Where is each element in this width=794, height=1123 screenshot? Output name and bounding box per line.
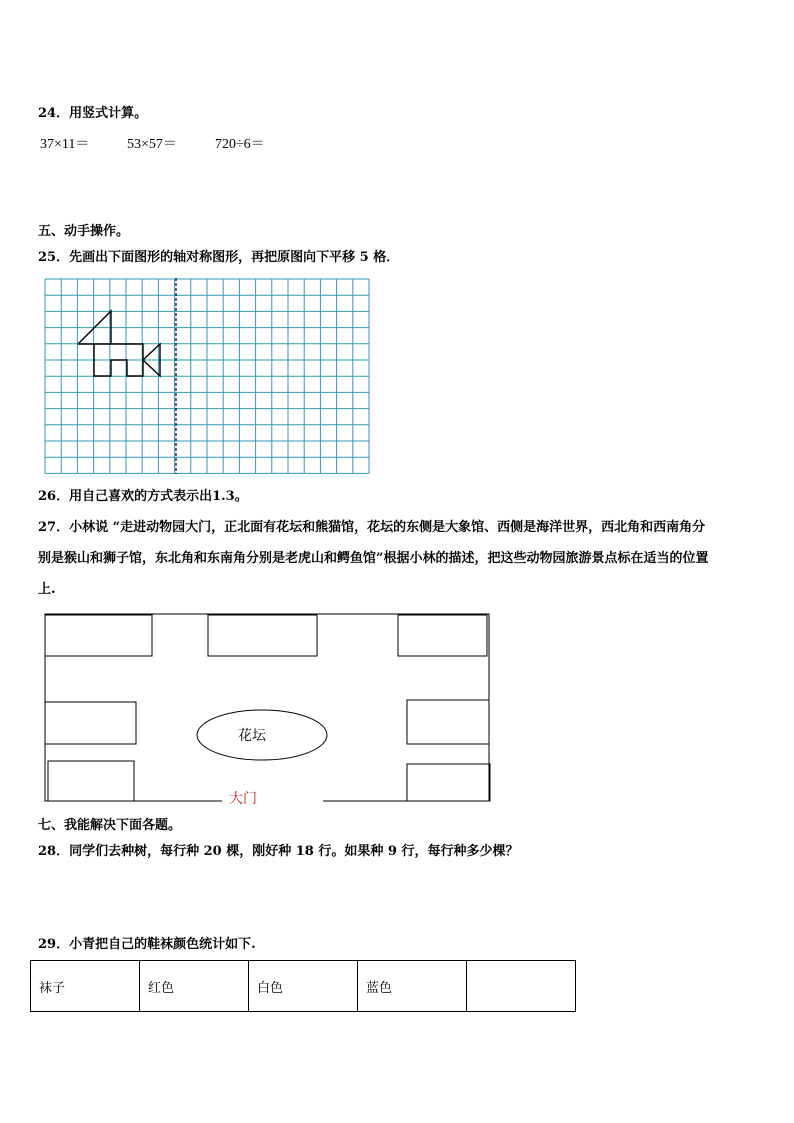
q27-line-1: 27．小林说 “走进动物园大门，正北面有花坛和熊猫馆，花坛的东侧是大象馆、西侧是海洋世界，西北角和西南角分: [38, 520, 706, 535]
section-7-heading: 七、我能解决下面各题。: [38, 818, 182, 833]
box-east: [407, 700, 489, 744]
q24-expr-2: 53×57＝: [127, 137, 177, 152]
gate-label: 大门: [229, 791, 257, 807]
box-northeast: [398, 615, 487, 656]
table-cell-header: 袜子: [31, 961, 140, 1012]
zoo-map: [45, 614, 490, 801]
q24-expr-1: 37×11＝: [40, 137, 90, 152]
table-cell-white: 白色: [249, 961, 358, 1012]
flowerbed-label: 花坛: [238, 728, 266, 744]
q27-line-2: 别是猴山和狮子馆，东北角和东南角分别是老虎山和鳄鱼馆”根据小林的描述，把这些动物园旅游景点标在适当的位置: [38, 551, 709, 566]
q27-line-3: 上.: [38, 582, 56, 597]
map-outline: [45, 614, 489, 801]
q24-expr-3: 720÷6＝: [215, 137, 265, 152]
box-west: [45, 702, 136, 744]
box-north: [208, 615, 317, 656]
box-southeast: [407, 764, 490, 801]
q25-title: 25．先画出下面图形的轴对称图形，再把原图向下平移 5 格．: [38, 250, 400, 265]
box-southwest: [48, 761, 134, 801]
q26-title: 26．用自己喜欢的方式表示出1.3。: [38, 489, 248, 504]
table-cell-red: 红色: [140, 961, 249, 1012]
box-northwest: [45, 615, 152, 656]
section-5-heading: 五、动手操作。: [38, 224, 130, 239]
table-row: [31, 961, 576, 1012]
q29-title: 29．小青把自己的鞋袜颜色统计如下.: [38, 937, 256, 952]
q28-title: 28．同学们去种树，每行种 20 棵，刚好种 18 行。如果种 9 行，每行种多少棵？: [38, 844, 519, 859]
q24-title: 24．用竖式计算。: [38, 106, 148, 121]
table-cell-empty: [467, 961, 576, 1012]
table-cell-blue: 蓝色: [358, 961, 467, 1012]
sock-color-table: [30, 960, 576, 1012]
